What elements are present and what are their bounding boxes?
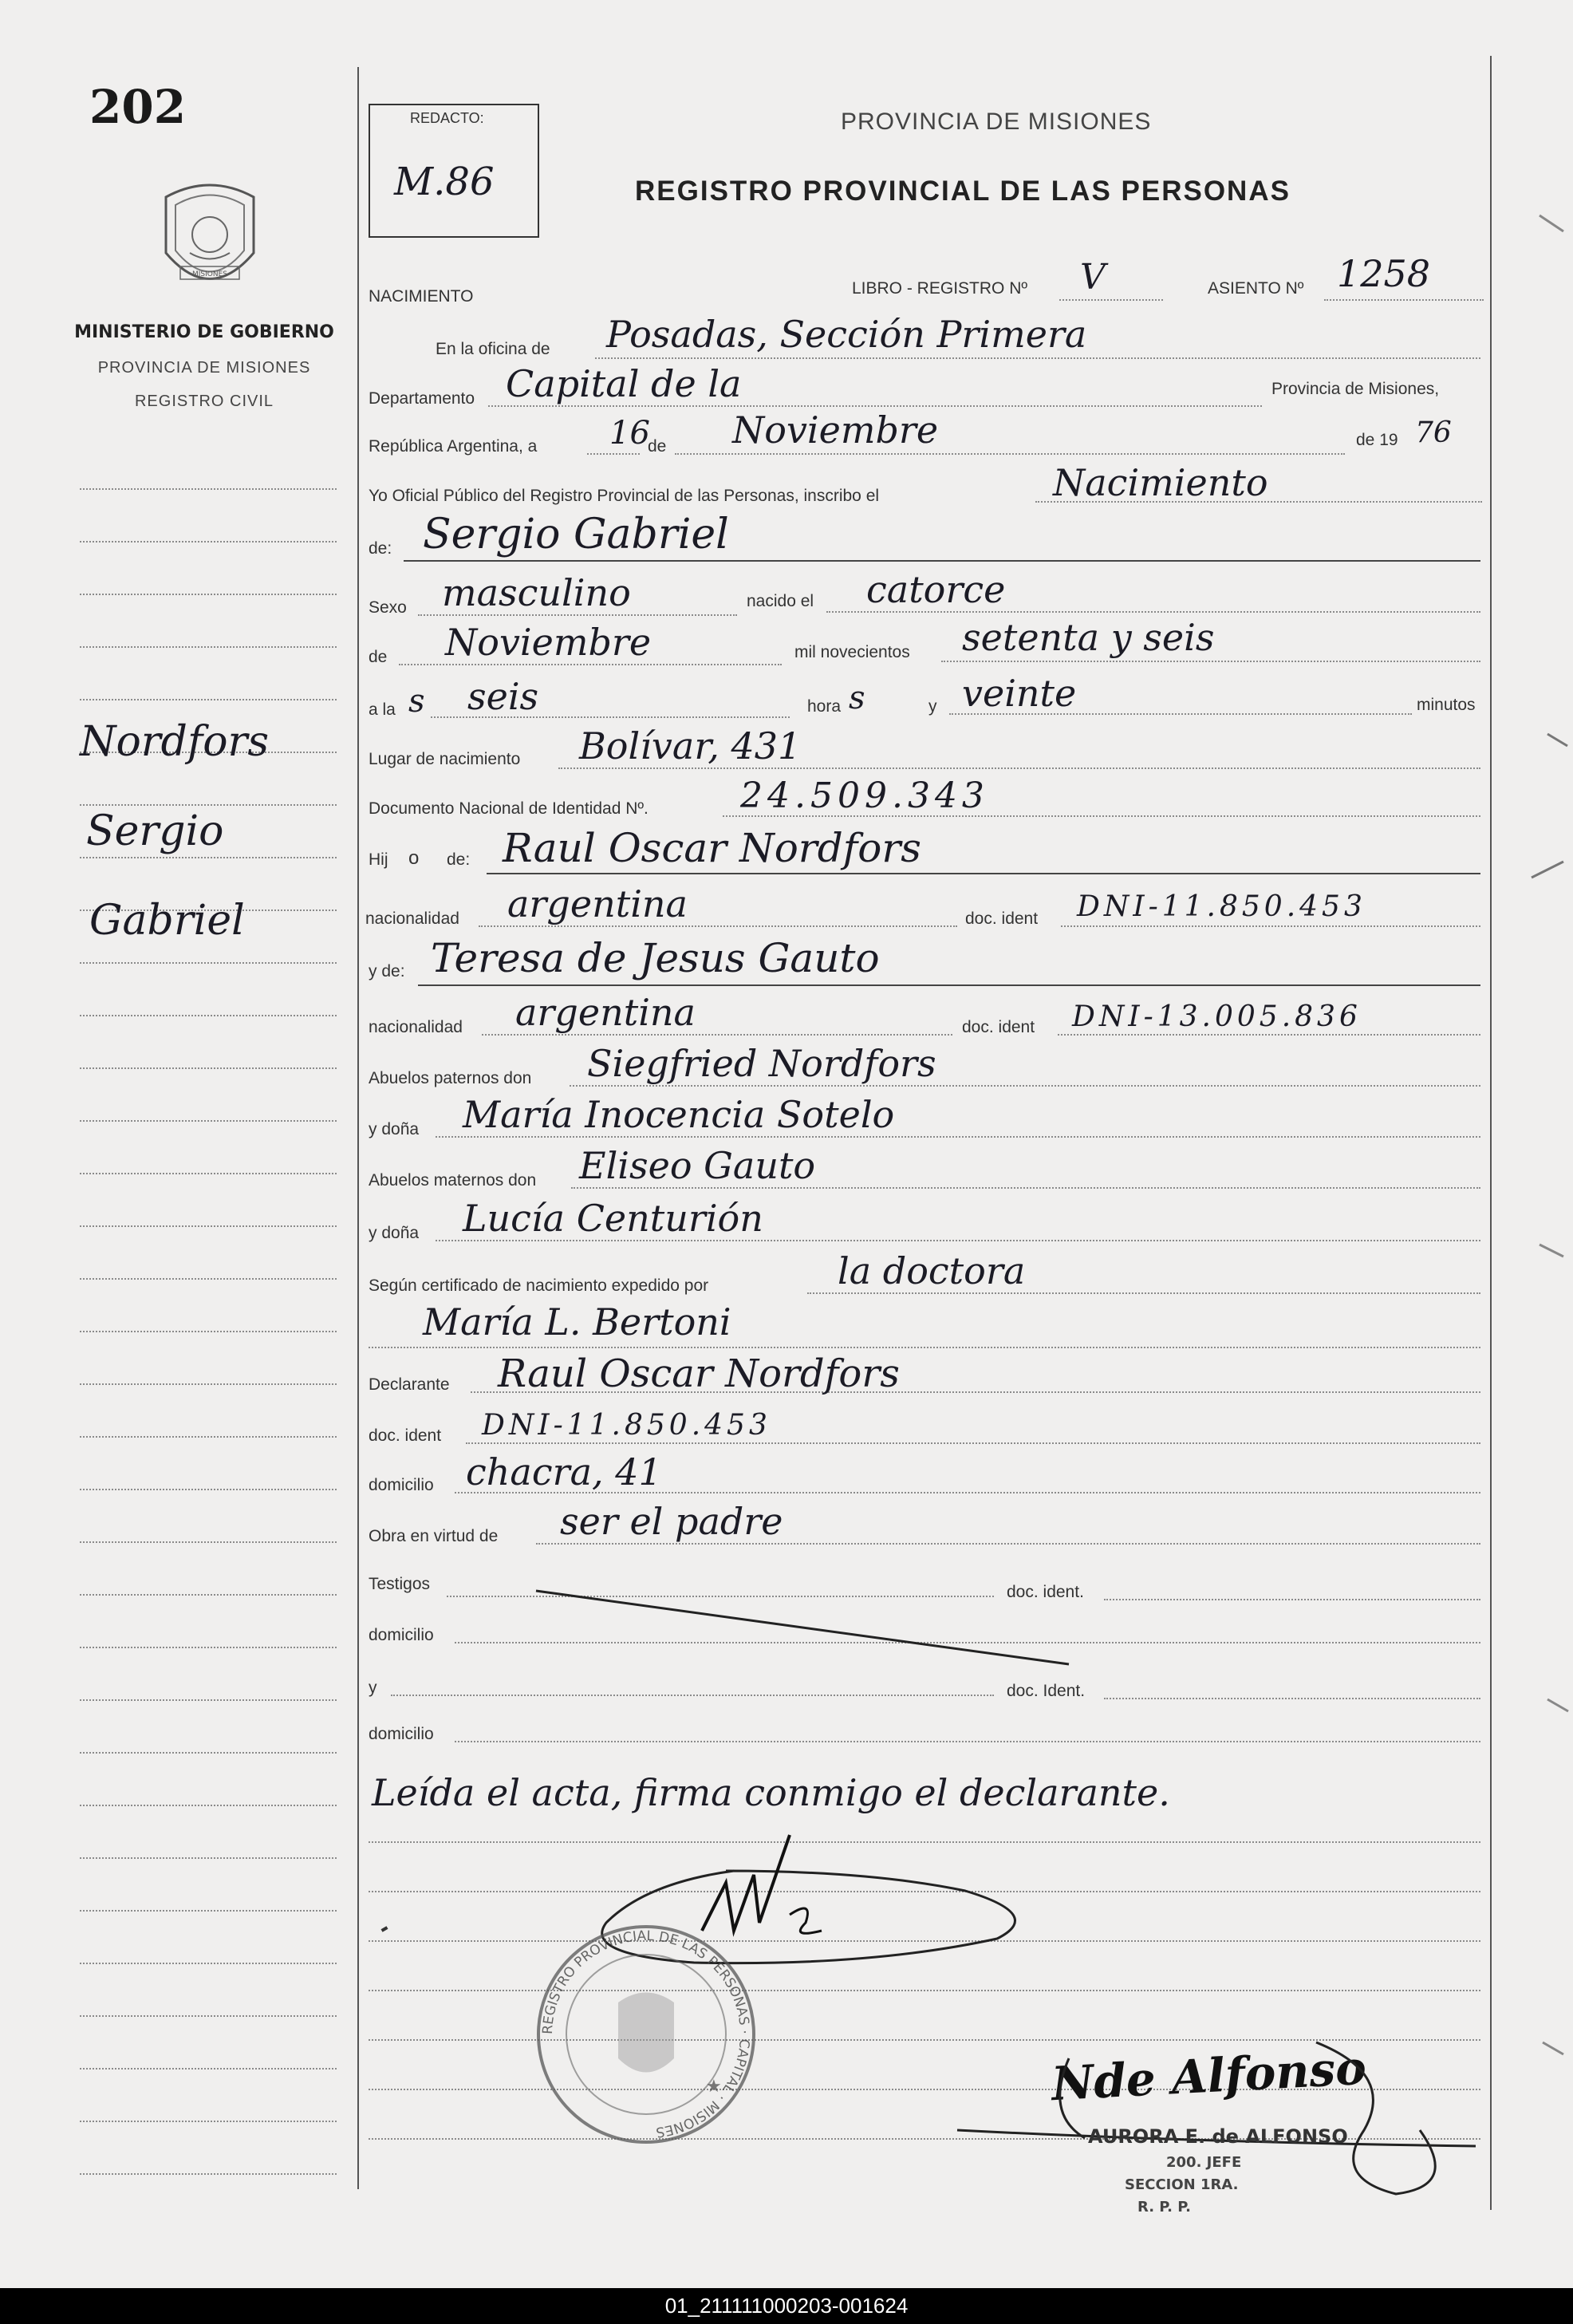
ala-s: s xyxy=(408,683,425,720)
margin-rule xyxy=(80,1647,337,1648)
record-type-label: NACIMIENTO xyxy=(369,287,474,306)
margin-rule xyxy=(80,541,337,543)
domicilio-value: chacra, 41 xyxy=(466,1450,662,1493)
margin-rule xyxy=(80,2015,337,2017)
stray-mark xyxy=(381,1926,388,1931)
margin-rule xyxy=(80,1225,337,1227)
margin-rule xyxy=(80,804,337,806)
margin-rule xyxy=(80,699,337,700)
margin-given-name-1: Sergio xyxy=(86,807,224,855)
hijo-de-label: de: xyxy=(447,850,471,869)
minutes-value: veinte xyxy=(962,672,1077,715)
margin-given-name-2: Gabriel xyxy=(89,897,245,945)
mother-yde-label: y de: xyxy=(369,962,405,980)
hour-value: seis xyxy=(467,675,539,718)
provincia-suffix: Provincia de Misiones, xyxy=(1271,380,1440,398)
margin-rule xyxy=(80,1383,337,1385)
father-doc: DNI-11.850.453 xyxy=(1077,890,1366,923)
margin-rule xyxy=(80,646,337,648)
lugar-value: Bolívar, 431 xyxy=(579,724,802,767)
redacto-box xyxy=(369,104,539,238)
father-nationality: argentina xyxy=(507,882,688,925)
margin-rule xyxy=(80,857,337,858)
father-nationality-label: nacionalidad xyxy=(365,909,459,928)
nacido-value: catorce xyxy=(866,568,1006,611)
obra-value: ser el padre xyxy=(560,1500,783,1543)
paternal-grandfather: Siegfried Nordfors xyxy=(587,1042,936,1085)
stamp-ring-text: REGISTRO PROVINCIAL DE LAS PERSONAS · CAPITAL · MISIONES xyxy=(539,1927,753,2141)
header-title: REGISTRO PROVINCIAL DE LAS PERSONAS xyxy=(635,176,1291,207)
margin-rule xyxy=(80,1015,337,1016)
sexo-label: Sexo xyxy=(369,598,407,617)
dni-label: Documento Nacional de Identidad Nº. xyxy=(369,799,649,818)
svg-text:MISIONES: MISIONES xyxy=(191,270,228,278)
ala-label: a la xyxy=(369,700,396,719)
official-stamp-line-1: 200. JEFE xyxy=(1166,2154,1242,2171)
testigo-domicilio-label: domicilio xyxy=(369,1626,434,1644)
maternal-grandmother: Lucía Centurión xyxy=(463,1197,763,1240)
nacido-label: nacido el xyxy=(747,592,814,610)
republica-label: República Argentina, a xyxy=(369,437,538,456)
ministry-label: MINISTERIO DE GOBIERNO xyxy=(74,322,334,342)
registered-name: Sergio Gabriel xyxy=(423,511,729,558)
svg-text:★: ★ xyxy=(706,2076,722,2096)
margin-rule xyxy=(80,1699,337,1701)
declarante-label: Declarante xyxy=(369,1375,450,1394)
minutos-label: minutos xyxy=(1417,696,1476,714)
margin-rule xyxy=(80,1120,337,1122)
certificado-value: la doctora xyxy=(838,1249,1026,1292)
mother-nationality-label: nacionalidad xyxy=(369,1018,463,1036)
horas-s: s xyxy=(849,680,865,716)
declarante-value: Raul Oscar Nordfors xyxy=(498,1351,900,1396)
mil-novecientos-label: mil novecientos xyxy=(794,643,910,661)
binding-edge-marks xyxy=(1516,0,1573,2288)
margin-rule xyxy=(80,1805,337,1806)
testigo2-doc-label: doc. Ident. xyxy=(1007,1682,1086,1700)
margin-rule xyxy=(80,1752,337,1754)
birth-year-value: setenta y seis xyxy=(962,616,1215,659)
oficial-statement: Yo Oficial Público del Registro Provincial de las Personas, inscribo el xyxy=(369,487,880,505)
margin-rule xyxy=(80,1331,337,1332)
witness-strike-line xyxy=(534,1584,1077,1672)
official-name: AURORA E. de ALFONSO xyxy=(1088,2125,1348,2148)
maternal-grandfather-label: Abuelos maternos don xyxy=(369,1171,537,1190)
lugar-label: Lugar de nacimiento xyxy=(369,750,521,768)
asiento-label: ASIENTO Nº xyxy=(1208,279,1304,298)
margin-rule xyxy=(80,1436,337,1438)
de-label: de xyxy=(648,437,667,456)
coat-of-arms-seal xyxy=(150,177,270,305)
testigos-label: Testigos xyxy=(369,1575,431,1593)
margin-rule xyxy=(80,1963,337,1964)
redacto-value: M.86 xyxy=(394,160,495,204)
closing-statement: Leída el acta, firma conmigo el declarante. xyxy=(372,1771,1170,1814)
hijo-label: Hij xyxy=(369,850,388,869)
testigo-doc-label: doc. ident. xyxy=(1007,1583,1084,1601)
margin-rule xyxy=(80,1173,337,1174)
domicilio-label: domicilio xyxy=(369,1476,434,1494)
official-signature-flourish xyxy=(949,2026,1492,2202)
official-stamp-line-2: SECCION 1RA. xyxy=(1125,2176,1239,2193)
paternal-grandmother-label: y doña xyxy=(369,1120,420,1138)
round-official-stamp xyxy=(526,1915,766,2154)
doctor-name: María L. Bertoni xyxy=(423,1300,731,1344)
margin-surname: Nordfors xyxy=(80,718,270,766)
redacto-label: REDACTO: xyxy=(410,110,484,126)
birth-month-value: Noviembre xyxy=(445,621,652,664)
name-de-label: de: xyxy=(369,539,392,558)
official-stamp-line-3: R. P. P. xyxy=(1137,2199,1192,2215)
acto-value: Nacimiento xyxy=(1053,461,1268,504)
hijo-o: o xyxy=(408,847,420,869)
registry-label: REGISTRO CIVIL xyxy=(134,393,274,410)
margin-rule xyxy=(80,2173,337,2175)
right-border-line xyxy=(1490,56,1492,2210)
obra-label: Obra en virtud de xyxy=(369,1527,499,1545)
mother-doc: DNI-13.005.836 xyxy=(1072,1000,1362,1033)
margin-rule xyxy=(80,1278,337,1280)
left-border-line xyxy=(357,67,359,2189)
departamento-label: Departamento xyxy=(369,389,475,408)
certificado-label: Según certificado de nacimiento expedido por xyxy=(369,1276,709,1295)
margin-rule xyxy=(80,1541,337,1543)
header-province: PROVINCIA DE MISIONES xyxy=(841,109,1152,135)
maternal-grandfather: Eliseo Gauto xyxy=(579,1144,816,1187)
margin-rule xyxy=(80,1857,337,1859)
year-value: 76 xyxy=(1415,416,1452,449)
father-name: Raul Oscar Nordfors xyxy=(503,825,921,871)
testigo2-domicilio-label: domicilio xyxy=(369,1725,434,1743)
day-value: 16 xyxy=(609,415,650,452)
horas-y-label: y xyxy=(928,697,937,716)
horas-label: hora xyxy=(807,697,842,716)
declarante-doc-label: doc. ident xyxy=(369,1426,442,1445)
scan-footer-label: 01_211111000203-001624 xyxy=(0,2288,1573,2324)
margin-rule xyxy=(80,1489,337,1490)
page-number: 202 xyxy=(89,80,187,134)
libro-value: V xyxy=(1080,257,1106,298)
birth-de-label: de xyxy=(369,648,388,666)
mother-doc-label: doc. ident xyxy=(962,1018,1035,1036)
oficina-value: Posadas, Sección Primera xyxy=(606,313,1087,356)
margin-rule xyxy=(80,2068,337,2070)
paternal-grandmother: María Inocencia Sotelo xyxy=(463,1093,895,1136)
libro-label: LIBRO - REGISTRO Nº xyxy=(852,279,1028,298)
mother-nationality: argentina xyxy=(515,991,696,1034)
paternal-grandfather-label: Abuelos paternos don xyxy=(369,1069,532,1087)
asiento-value: 1258 xyxy=(1337,252,1431,295)
declarante-doc: DNI-11.850.453 xyxy=(482,1409,771,1442)
testigo2-y-label: y xyxy=(369,1679,377,1697)
year-label: de 19 xyxy=(1356,431,1398,449)
province-label: PROVINCIA DE MISIONES xyxy=(97,359,311,377)
sexo-value: masculino xyxy=(442,571,631,614)
margin-rule xyxy=(80,594,337,595)
month-value: Noviembre xyxy=(732,408,939,452)
margin-rule xyxy=(80,1910,337,1912)
margin-rule xyxy=(80,2121,337,2122)
oficina-label: En la oficina de xyxy=(436,340,550,358)
mother-name: Teresa de Jesus Gauto xyxy=(431,935,880,981)
official-signature: Nde Alfonso xyxy=(1050,2040,1368,2112)
margin-rule xyxy=(80,1594,337,1596)
departamento-value: Capital de la xyxy=(506,362,742,405)
margin-rule xyxy=(80,488,337,490)
margin-rule xyxy=(80,962,337,964)
father-doc-label: doc. ident xyxy=(965,909,1039,928)
margin-rule xyxy=(80,1067,337,1069)
dni-value: 24.509.343 xyxy=(740,775,989,816)
maternal-grandmother-label: y doña xyxy=(369,1224,420,1242)
